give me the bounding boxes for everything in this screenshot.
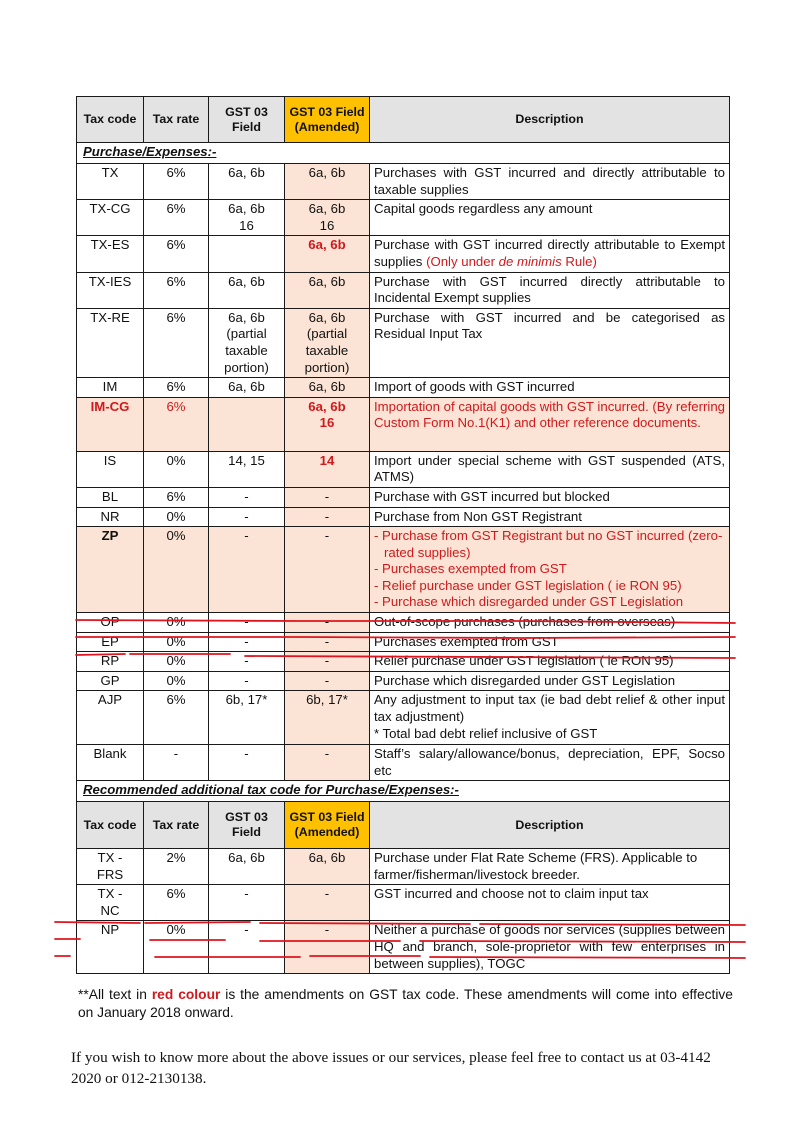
tax-code-cell: RP: [77, 652, 144, 672]
description-text: Purchase with GST incurred directly attributable to Exempt supplies: [374, 237, 725, 269]
tax-rate-cell: 6%: [144, 308, 209, 377]
gst03-amended-cell: -: [285, 507, 370, 527]
gst03-field-cell: [209, 397, 285, 451]
description-line: - Purchase from GST Registrant but no GST incurred (zero-rated supplies): [374, 528, 723, 560]
gst03-amended-cell: 6b, 17*: [285, 691, 370, 745]
tax-rate-cell: -: [144, 745, 209, 781]
tax-rate-cell: 6%: [144, 397, 209, 451]
gst03-field-cell: -: [209, 652, 285, 672]
gst03-amended-cell: 6a, 6b: [285, 378, 370, 398]
gst03-field-cell: -: [209, 507, 285, 527]
gst03-field-cell: 6a, 6b 16: [209, 200, 285, 236]
gst03-amended-cell: 6a, 6b 16: [285, 397, 370, 451]
description-cell: Purchases exempted from GST: [370, 632, 730, 652]
header-gst03-field: GST 03 Field: [209, 97, 285, 143]
gst03-amended-cell: -: [285, 921, 370, 974]
description-cell: Purchases with GST incurred and directly attributable to taxable supplies: [370, 164, 730, 200]
gst03-field-cell: 6a, 6b: [209, 849, 285, 885]
table-row-struck: [77, 921, 730, 974]
tax-code-cell: ZP: [77, 527, 144, 613]
tax-rate-cell: 6%: [144, 691, 209, 745]
tax-rate-cell: 6%: [144, 487, 209, 507]
gst03-amended-cell: 6a, 6b: [285, 236, 370, 272]
table-header-row: [77, 802, 730, 849]
description-cell: Purchase under Flat Rate Scheme (FRS). Applicable to farmer/fisherman/livestock breeder.: [370, 849, 730, 885]
gst03-field-cell: [209, 236, 285, 272]
description-cell: Purchase from Non GST Registrant: [370, 507, 730, 527]
table-row: [77, 885, 730, 921]
description-cell: Purchase with GST incurred directly attributable to Incidental Exempt supplies: [370, 272, 730, 308]
description-cell: Capital goods regardless any amount: [370, 200, 730, 236]
tax-code-cell: GP: [77, 671, 144, 691]
table-row: [77, 200, 730, 236]
tax-rate-cell: 0%: [144, 527, 209, 613]
description-cell: GST incurred and choose not to claim input tax: [370, 885, 730, 921]
recommended-tax-code-table: [76, 780, 730, 974]
section-title: Recommended additional tax code for Purchase/Expenses:-: [77, 781, 730, 802]
description-cell: Purchase with GST incurred but blocked: [370, 487, 730, 507]
description-cell: Purchase with GST incurred and be categorised as Residual Input Tax: [370, 308, 730, 377]
tax-rate-cell: 0%: [144, 632, 209, 652]
gst03-field-cell: 14, 15: [209, 451, 285, 487]
description-cell: [370, 236, 730, 272]
gst03-amended-cell: -: [285, 652, 370, 672]
tax-code-cell: TX-IES: [77, 272, 144, 308]
amendment-text: [426, 254, 597, 269]
tax-rate-cell: 0%: [144, 613, 209, 633]
tax-rate-cell: 6%: [144, 378, 209, 398]
gst03-field-cell: -: [209, 921, 285, 974]
header-tax-rate: Tax rate: [144, 97, 209, 143]
gst03-amended-cell: 6a, 6b (partial taxable portion): [285, 308, 370, 377]
amendment-italic: de minimis: [498, 253, 562, 269]
tax-rate-cell: 0%: [144, 671, 209, 691]
gst03-field-cell: -: [209, 487, 285, 507]
description-line: - Purchases exempted from GST: [374, 561, 567, 577]
gst03-amended-cell: 6a, 6b 16: [285, 200, 370, 236]
description-cell: Relief purchase under GST legislation ( ie RON 95): [370, 652, 730, 672]
gst03-field-cell: -: [209, 613, 285, 633]
description-cell: Importation of capital goods with GST incurred. (By referring Custom Form No.1(K1) and other reference documents.: [370, 397, 730, 451]
description-cell: [370, 527, 730, 613]
gst03-field-cell: 6a, 6b: [209, 164, 285, 200]
gst03-amended-cell: -: [285, 613, 370, 633]
gst03-amended-cell: -: [285, 632, 370, 652]
gst03-field-cell: 6b, 17*: [209, 691, 285, 745]
table-row: [77, 691, 730, 745]
tax-code-cell: TX - FRS: [77, 849, 144, 885]
tax-code-cell: NP: [77, 921, 144, 974]
table-row: [77, 378, 730, 398]
gst03-field-cell: -: [209, 632, 285, 652]
gst03-amended-cell: 14: [285, 451, 370, 487]
tax-code-cell: TX-ES: [77, 236, 144, 272]
tax-code-cell: TX-CG: [77, 200, 144, 236]
tax-rate-cell: 0%: [144, 652, 209, 672]
description-cell: Neither a purchase of goods nor services (supplies between HQ and branch, sole-proprietor with few enterprises in between supplies), TOGC: [370, 921, 730, 974]
table-row: [77, 164, 730, 200]
table-row: [77, 236, 730, 272]
description-line: - Relief purchase under GST legislation ( ie RON 95): [374, 577, 682, 593]
gst03-amended-cell: -: [285, 745, 370, 781]
tax-rate-cell: 6%: [144, 236, 209, 272]
header-description: Description: [370, 97, 730, 143]
tax-rate-cell: 0%: [144, 507, 209, 527]
gst03-field-cell: -: [209, 885, 285, 921]
table-row: [77, 272, 730, 308]
tax-rate-cell: 0%: [144, 451, 209, 487]
tax-code-cell: IS: [77, 451, 144, 487]
tax-rate-cell: 6%: [144, 885, 209, 921]
amendment-suffix: Rule): [561, 253, 597, 269]
tax-code-cell: IM: [77, 378, 144, 398]
tax-code-cell: EP: [77, 632, 144, 652]
gst03-amended-cell: -: [285, 885, 370, 921]
footnote-suffix: is the amendments on GST tax code. These amendments will come into effective on January 2018 onward.: [78, 987, 733, 1020]
header-gst03-field-amended: GST 03 Field (Amended): [285, 802, 370, 849]
tax-rate-cell: 2%: [144, 849, 209, 885]
gst03-amended-cell: -: [285, 487, 370, 507]
table-row: [77, 487, 730, 507]
description-cell: Import under special scheme with GST suspended (ATS, ATMS): [370, 451, 730, 487]
table-row: [77, 745, 730, 781]
gst03-field-cell: -: [209, 527, 285, 613]
header-gst03-field-amended: GST 03 Field (Amended): [285, 97, 370, 143]
table-row-struck: [77, 632, 730, 652]
gst03-amended-cell: 6a, 6b: [285, 164, 370, 200]
description-cell: [370, 691, 730, 745]
header-tax-rate: Tax rate: [144, 802, 209, 849]
description-line: - Purchase which disregarded under GST Legislation: [374, 594, 684, 610]
section-row: [77, 781, 730, 802]
contact-paragraph: If you wish to know more about the above issues or our services, please feel free to contact us at 03-4142 2020 or 012-2130138.: [71, 1049, 711, 1087]
tax-rate-cell: 6%: [144, 164, 209, 200]
tax-rate-cell: 6%: [144, 272, 209, 308]
gst03-field-cell: -: [209, 745, 285, 781]
gst03-amended-cell: -: [285, 527, 370, 613]
tax-code-cell: BL: [77, 487, 144, 507]
description-text: Any adjustment to input tax (ie bad debt relief & other input tax adjustment): [374, 692, 725, 725]
table-row-struck: [77, 652, 730, 672]
tax-code-cell: TX - NC: [77, 885, 144, 921]
table-row-struck: [77, 671, 730, 691]
header-tax-code: Tax code: [77, 802, 144, 849]
table-row: [77, 849, 730, 885]
header-gst03-field: GST 03 Field: [209, 802, 285, 849]
table-row: [77, 507, 730, 527]
gst03-amended-cell: 6a, 6b: [285, 272, 370, 308]
header-description: Description: [370, 802, 730, 849]
tax-code-cell: Blank: [77, 745, 144, 781]
table-row: [77, 613, 730, 633]
footnote-highlight: red colour: [151, 987, 221, 1002]
gst03-field-cell: 6a, 6b: [209, 272, 285, 308]
amendment-footnote: [78, 986, 733, 1022]
tax-code-cell: NR: [77, 507, 144, 527]
table-header-row: [77, 97, 730, 143]
header-tax-code: Tax code: [77, 97, 144, 143]
tax-rate-cell: 6%: [144, 200, 209, 236]
description-cell: Staff’s salary/allowance/bonus, depreciation, EPF, Socso etc: [370, 745, 730, 781]
table-row-amended-code: [77, 527, 730, 613]
tax-code-cell: TX-RE: [77, 308, 144, 377]
description-cell: Import of goods with GST incurred: [370, 378, 730, 398]
gst03-field-cell: -: [209, 671, 285, 691]
gst03-amended-cell: -: [285, 671, 370, 691]
footnote-prefix: **All text in: [78, 987, 152, 1002]
amendment-prefix: (Only under: [426, 253, 499, 269]
table-row: [77, 451, 730, 487]
tax-rate-cell: 0%: [144, 921, 209, 974]
section-row: [77, 143, 730, 164]
description-cell: Purchase which disregarded under GST Legislation: [370, 671, 730, 691]
gst03-field-cell: 6a, 6b: [209, 378, 285, 398]
table-row-new-code: [77, 397, 730, 451]
table-row: [77, 308, 730, 377]
tax-code-cell: TX: [77, 164, 144, 200]
tax-code-cell: AJP: [77, 691, 144, 745]
tax-code-cell: IM-CG: [77, 397, 144, 451]
gst03-amended-cell: 6a, 6b: [285, 849, 370, 885]
description-note: * Total bad debt relief inclusive of GST: [374, 725, 598, 741]
tax-code-cell: OP: [77, 613, 144, 633]
gst03-field-cell: 6a, 6b (partial taxable portion): [209, 308, 285, 377]
description-cell: Out-of-scope purchases (purchases from overseas): [370, 613, 730, 633]
section-title: Purchase/Expenses:-: [77, 143, 730, 164]
gst-tax-code-table-purchases: [76, 96, 730, 782]
